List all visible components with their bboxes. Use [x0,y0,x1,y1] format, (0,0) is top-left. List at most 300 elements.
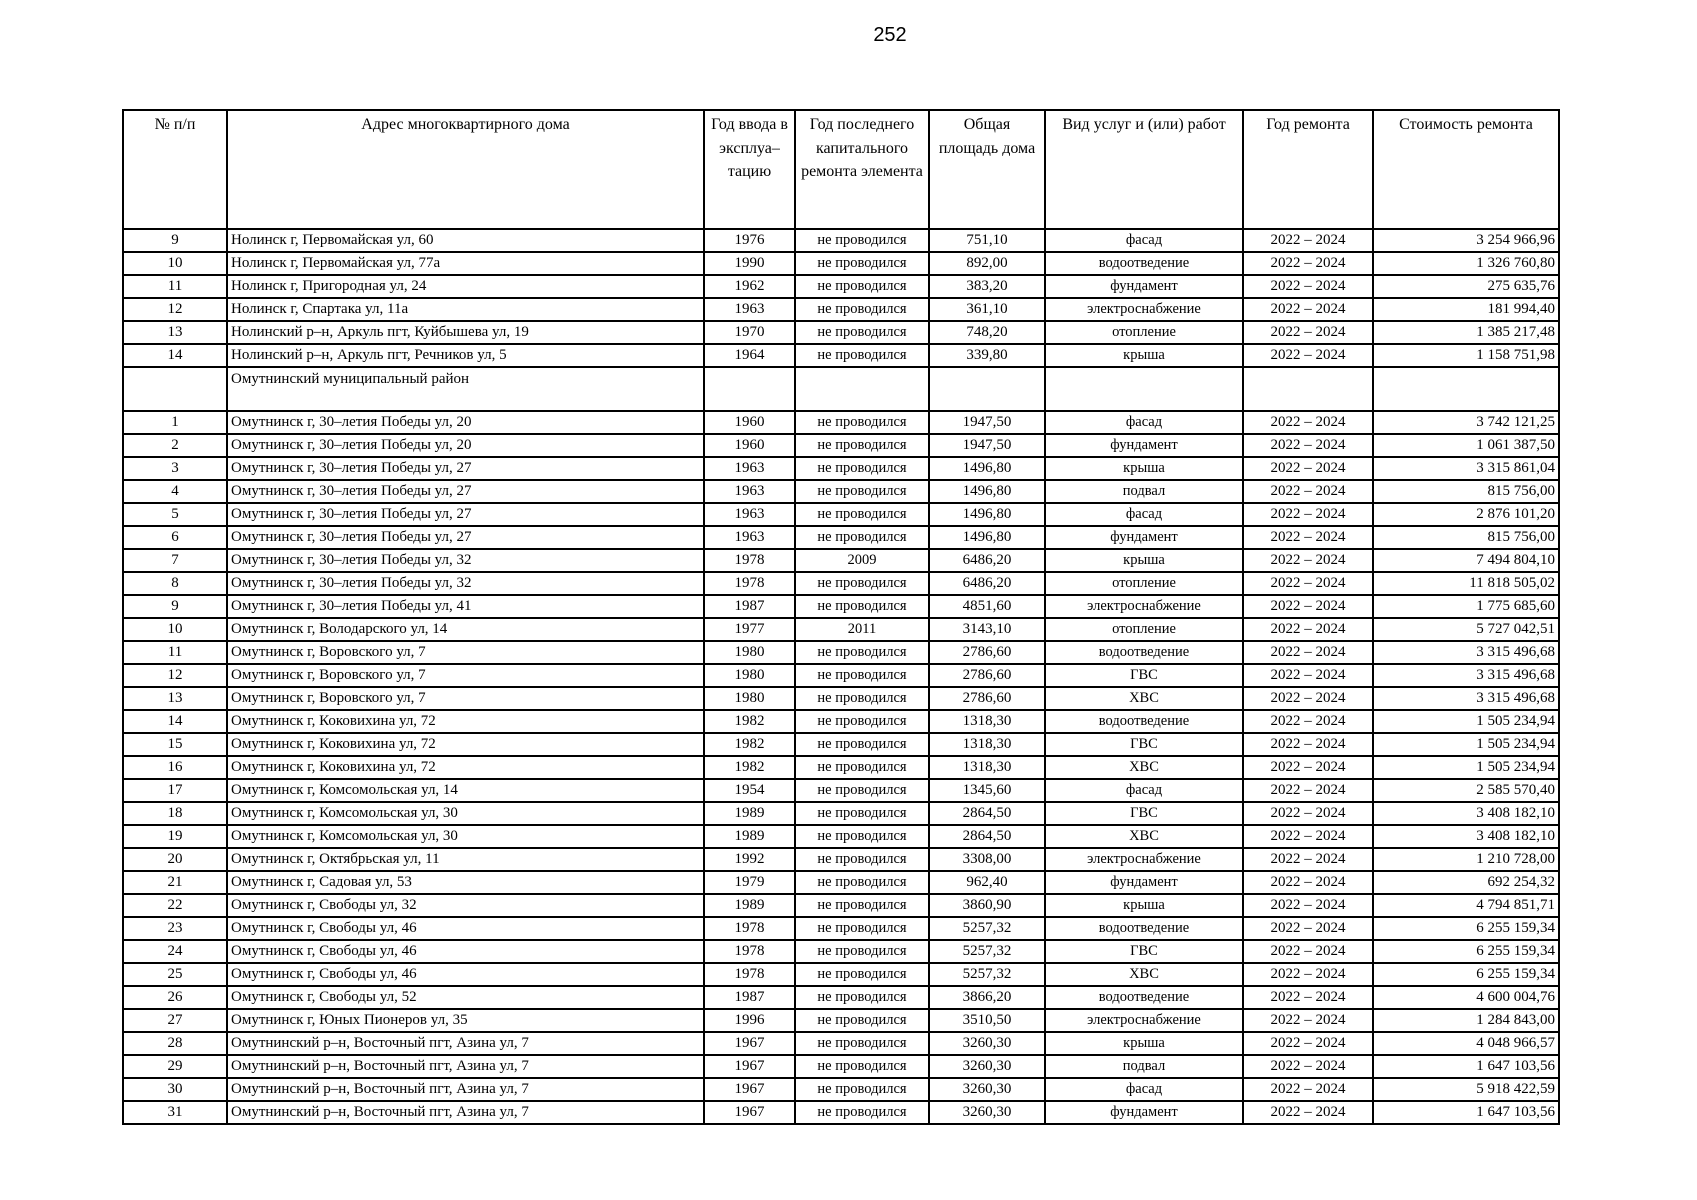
row-repair-year: 2022 – 2024 [1243,756,1373,779]
row-area: 2786,60 [929,664,1045,687]
row-num: 12 [123,664,227,687]
table-row [123,1055,1559,1078]
row-service: фасад [1045,779,1243,802]
row-year-built: 1980 [704,664,795,687]
table-row [123,457,1559,480]
row-num: 9 [123,595,227,618]
row-repair-year: 2022 – 2024 [1243,779,1373,802]
row-repair-year: 2022 – 2024 [1243,229,1373,252]
row-address: Омутнинск г, Комсомольская ул, 30 [227,802,704,825]
row-num: 2 [123,434,227,457]
row-area: 3260,30 [929,1055,1045,1078]
row-last-repair: не проводился [795,344,929,367]
table-row [123,572,1559,595]
row-address: Нолинск г, Первомайская ул, 60 [227,229,704,252]
row-year-built: 1989 [704,894,795,917]
row-cost: 3 408 182,10 [1373,825,1559,848]
row-address: Омутнинск г, Свободы ул, 32 [227,894,704,917]
row-last-repair: не проводился [795,457,929,480]
row-cost: 1 210 728,00 [1373,848,1559,871]
row-repair-year: 2022 – 2024 [1243,687,1373,710]
row-cost: 3 408 182,10 [1373,802,1559,825]
table-row [123,917,1559,940]
row-year-built: 1960 [704,411,795,434]
section-empty-cell [704,367,795,411]
row-area: 962,40 [929,871,1045,894]
row-service: крыша [1045,1032,1243,1055]
row-service: фундамент [1045,434,1243,457]
row-address: Омутнинский р–н, Восточный пгт, Азина ул, 7 [227,1055,704,1078]
row-service: электроснабжение [1045,1009,1243,1032]
row-service: водоотведение [1045,252,1243,275]
row-address: Нолинский р–н, Аркуль пгт, Речников ул, 5 [227,344,704,367]
row-year-built: 1990 [704,252,795,275]
row-area: 1318,30 [929,710,1045,733]
row-area: 4851,60 [929,595,1045,618]
row-address: Омутнинск г, Октябрьская ул, 11 [227,848,704,871]
row-last-repair: 2009 [795,549,929,572]
row-address: Омутнинск г, Коковихина ул, 72 [227,710,704,733]
row-service: крыша [1045,894,1243,917]
row-num: 27 [123,1009,227,1032]
row-num: 23 [123,917,227,940]
row-last-repair: не проводился [795,411,929,434]
row-year-built: 1978 [704,917,795,940]
row-num: 14 [123,710,227,733]
row-address: Омутнинск г, Коковихина ул, 72 [227,756,704,779]
repair-table [122,109,1560,1125]
row-address: Омутнинск г, 30–летия Победы ул, 20 [227,434,704,457]
row-num: 25 [123,963,227,986]
row-cost: 2 876 101,20 [1373,503,1559,526]
row-address: Омутнинск г, Юных Пионеров ул, 35 [227,1009,704,1032]
row-service: крыша [1045,549,1243,572]
table-row [123,618,1559,641]
row-year-built: 1963 [704,457,795,480]
row-repair-year: 2022 – 2024 [1243,252,1373,275]
row-repair-year: 2022 – 2024 [1243,595,1373,618]
table-header-row [123,110,1559,229]
row-address: Омутнинск г, Воровского ул, 7 [227,687,704,710]
row-repair-year: 2022 – 2024 [1243,664,1373,687]
row-cost: 5 727 042,51 [1373,618,1559,641]
row-last-repair: не проводился [795,321,929,344]
row-address: Омутнинский р–н, Восточный пгт, Азина ул, 7 [227,1101,704,1124]
table-row [123,779,1559,802]
table-row [123,710,1559,733]
row-service: ХВС [1045,756,1243,779]
row-address: Омутнинск г, 30–летия Победы ул, 27 [227,457,704,480]
row-cost: 815 756,00 [1373,526,1559,549]
row-repair-year: 2022 – 2024 [1243,275,1373,298]
row-year-built: 1996 [704,1009,795,1032]
row-cost: 1 158 751,98 [1373,344,1559,367]
row-last-repair: не проводился [795,940,929,963]
row-service: фасад [1045,1078,1243,1101]
row-area: 5257,32 [929,963,1045,986]
table-row [123,756,1559,779]
row-area: 2786,60 [929,687,1045,710]
row-year-built: 1963 [704,480,795,503]
row-address: Омутнинский р–н, Восточный пгт, Азина ул, 7 [227,1032,704,1055]
table-row [123,480,1559,503]
row-last-repair: не проводился [795,986,929,1009]
row-cost: 1 647 103,56 [1373,1101,1559,1124]
row-year-built: 1963 [704,298,795,321]
header-last-repair: Год последнего капитального ремонта элемента [795,110,929,229]
section-empty-cell [929,367,1045,411]
row-last-repair: не проводился [795,756,929,779]
row-area: 1947,50 [929,434,1045,457]
table-row [123,411,1559,434]
row-num: 13 [123,687,227,710]
row-repair-year: 2022 – 2024 [1243,963,1373,986]
row-cost: 275 635,76 [1373,275,1559,298]
row-area: 2786,60 [929,641,1045,664]
row-service: ХВС [1045,825,1243,848]
table-row [123,733,1559,756]
row-area: 1496,80 [929,457,1045,480]
row-num: 30 [123,1078,227,1101]
row-address: Омутнинск г, Коковихина ул, 72 [227,733,704,756]
row-service: отопление [1045,572,1243,595]
row-year-built: 1967 [704,1078,795,1101]
row-address: Омутнинск г, Воровского ул, 7 [227,664,704,687]
row-year-built: 1989 [704,825,795,848]
table-row [123,344,1559,367]
row-repair-year: 2022 – 2024 [1243,1009,1373,1032]
row-last-repair: не проводился [795,434,929,457]
row-cost: 3 315 496,68 [1373,641,1559,664]
row-area: 1496,80 [929,503,1045,526]
row-service: крыша [1045,457,1243,480]
row-last-repair: не проводился [795,687,929,710]
page-number: 252 [873,24,907,46]
row-repair-year: 2022 – 2024 [1243,641,1373,664]
table-row [123,848,1559,871]
row-cost: 6 255 159,34 [1373,917,1559,940]
row-area: 1947,50 [929,411,1045,434]
row-cost: 5 918 422,59 [1373,1078,1559,1101]
row-area: 3510,50 [929,1009,1045,1032]
table-row [123,434,1559,457]
row-service: подвал [1045,480,1243,503]
row-cost: 815 756,00 [1373,480,1559,503]
row-year-built: 1980 [704,687,795,710]
row-area: 3260,30 [929,1032,1045,1055]
row-cost: 3 254 966,96 [1373,229,1559,252]
row-num: 22 [123,894,227,917]
row-num: 10 [123,252,227,275]
row-year-built: 1954 [704,779,795,802]
row-cost: 1 505 234,94 [1373,756,1559,779]
row-year-built: 1967 [704,1032,795,1055]
row-repair-year: 2022 – 2024 [1243,710,1373,733]
table-row [123,687,1559,710]
row-area: 5257,32 [929,940,1045,963]
table-row [123,641,1559,664]
row-area: 748,20 [929,321,1045,344]
row-repair-year: 2022 – 2024 [1243,917,1373,940]
row-repair-year: 2022 – 2024 [1243,618,1373,641]
row-cost: 4 048 966,57 [1373,1032,1559,1055]
table-row [123,802,1559,825]
row-num: 31 [123,1101,227,1124]
row-num: 3 [123,457,227,480]
row-service: ХВС [1045,963,1243,986]
row-cost: 692 254,32 [1373,871,1559,894]
row-num: 15 [123,733,227,756]
row-num: 11 [123,275,227,298]
section-empty-cell [1243,367,1373,411]
row-last-repair: не проводился [795,526,929,549]
header-address: Адрес многоквартирного дома [227,110,704,229]
row-service: электроснабжение [1045,848,1243,871]
row-repair-year: 2022 – 2024 [1243,871,1373,894]
row-area: 3860,90 [929,894,1045,917]
table-row [123,825,1559,848]
row-last-repair: не проводился [795,1101,929,1124]
row-service: ГВС [1045,664,1243,687]
table-row [123,1101,1559,1124]
row-service: фундамент [1045,871,1243,894]
row-service: водоотведение [1045,710,1243,733]
row-area: 892,00 [929,252,1045,275]
table-row [123,526,1559,549]
row-year-built: 1960 [704,434,795,457]
row-area: 2864,50 [929,802,1045,825]
row-last-repair: не проводился [795,229,929,252]
row-year-built: 1978 [704,572,795,595]
row-address: Нолинск г, Спартака ул, 11а [227,298,704,321]
row-cost: 3 315 496,68 [1373,664,1559,687]
row-cost: 4 600 004,76 [1373,986,1559,1009]
row-repair-year: 2022 – 2024 [1243,434,1373,457]
row-repair-year: 2022 – 2024 [1243,344,1373,367]
row-last-repair: не проводился [795,298,929,321]
row-service: фундамент [1045,275,1243,298]
row-last-repair: не проводился [795,252,929,275]
row-area: 3260,30 [929,1101,1045,1124]
row-service: электроснабжение [1045,595,1243,618]
row-repair-year: 2022 – 2024 [1243,526,1373,549]
table-row [123,321,1559,344]
row-repair-year: 2022 – 2024 [1243,894,1373,917]
row-area: 1318,30 [929,733,1045,756]
row-area: 3143,10 [929,618,1045,641]
table-body-nolinsk [123,229,1559,367]
section-title: Омутнинский муниципальный район [227,367,704,411]
row-address: Омутнинск г, 30–летия Победы ул, 27 [227,526,704,549]
row-last-repair: не проводился [795,480,929,503]
row-num: 21 [123,871,227,894]
row-year-built: 1963 [704,503,795,526]
row-repair-year: 2022 – 2024 [1243,1101,1373,1124]
row-service: электроснабжение [1045,298,1243,321]
row-cost: 1 647 103,56 [1373,1055,1559,1078]
table-row [123,986,1559,1009]
row-year-built: 1982 [704,710,795,733]
row-address: Омутнинск г, Свободы ул, 46 [227,963,704,986]
header-num: № п/п [123,110,227,229]
row-num: 26 [123,986,227,1009]
row-address: Омутнинск г, 30–летия Победы ул, 20 [227,411,704,434]
row-year-built: 1987 [704,595,795,618]
row-num: 9 [123,229,227,252]
row-year-built: 1967 [704,1055,795,1078]
row-service: фундамент [1045,526,1243,549]
table-row [123,871,1559,894]
table-body-omutninsk [123,411,1559,1124]
row-last-repair: не проводился [795,664,929,687]
row-area: 6486,20 [929,549,1045,572]
table-row [123,664,1559,687]
row-area: 1345,60 [929,779,1045,802]
row-repair-year: 2022 – 2024 [1243,503,1373,526]
row-year-built: 1978 [704,549,795,572]
row-num: 18 [123,802,227,825]
row-num: 6 [123,526,227,549]
row-year-built: 1979 [704,871,795,894]
header-year-built: Год ввода в эксплуа–тацию [704,110,795,229]
row-address: Омутнинск г, Свободы ул, 46 [227,917,704,940]
row-cost: 1 775 685,60 [1373,595,1559,618]
row-service: фасад [1045,411,1243,434]
row-num: 17 [123,779,227,802]
row-repair-year: 2022 – 2024 [1243,1032,1373,1055]
table-row [123,252,1559,275]
table-row [123,229,1559,252]
row-address: Омутнинск г, Свободы ул, 52 [227,986,704,1009]
row-area: 1496,80 [929,526,1045,549]
row-repair-year: 2022 – 2024 [1243,480,1373,503]
row-num: 20 [123,848,227,871]
row-repair-year: 2022 – 2024 [1243,1078,1373,1101]
header-area: Общая площадь дома [929,110,1045,229]
row-cost: 3 742 121,25 [1373,411,1559,434]
row-area: 3308,00 [929,848,1045,871]
row-last-repair: не проводился [795,275,929,298]
row-last-repair: 2011 [795,618,929,641]
row-service: ГВС [1045,733,1243,756]
row-address: Омутнинск г, Воровского ул, 7 [227,641,704,664]
table-row [123,963,1559,986]
row-num: 24 [123,940,227,963]
row-last-repair: не проводился [795,1055,929,1078]
row-area: 383,20 [929,275,1045,298]
row-cost: 6 255 159,34 [1373,940,1559,963]
row-year-built: 1980 [704,641,795,664]
row-repair-year: 2022 – 2024 [1243,298,1373,321]
row-num: 12 [123,298,227,321]
table-row [123,503,1559,526]
row-cost: 2 585 570,40 [1373,779,1559,802]
row-num: 16 [123,756,227,779]
row-num: 5 [123,503,227,526]
row-repair-year: 2022 – 2024 [1243,802,1373,825]
row-num: 4 [123,480,227,503]
section-omutninsk [123,367,1559,411]
row-year-built: 1978 [704,963,795,986]
row-year-built: 1982 [704,756,795,779]
row-year-built: 1977 [704,618,795,641]
row-address: Омутнинск г, 30–летия Победы ул, 27 [227,480,704,503]
row-num: 11 [123,641,227,664]
row-address: Омутнинский р–н, Восточный пгт, Азина ул, 7 [227,1078,704,1101]
row-service: крыша [1045,344,1243,367]
row-num: 29 [123,1055,227,1078]
row-cost: 3 315 496,68 [1373,687,1559,710]
row-cost: 7 494 804,10 [1373,549,1559,572]
row-last-repair: не проводился [795,595,929,618]
table-row [123,298,1559,321]
table-row [123,894,1559,917]
table-row [123,549,1559,572]
row-address: Омутнинск г, 30–летия Победы ул, 32 [227,549,704,572]
section-row [123,367,1559,411]
row-cost: 1 505 234,94 [1373,733,1559,756]
row-address: Омутнинск г, Садовая ул, 53 [227,871,704,894]
row-address: Омутнинск г, Комсомольская ул, 30 [227,825,704,848]
table-row [123,1009,1559,1032]
table-row [123,595,1559,618]
row-area: 361,10 [929,298,1045,321]
row-last-repair: не проводился [795,1032,929,1055]
row-address: Омутнинск г, Комсомольская ул, 14 [227,779,704,802]
row-cost: 1 061 387,50 [1373,434,1559,457]
row-year-built: 1992 [704,848,795,871]
row-year-built: 1963 [704,526,795,549]
row-address: Нолинск г, Первомайская ул, 77а [227,252,704,275]
row-year-built: 1970 [704,321,795,344]
row-area: 1496,80 [929,480,1045,503]
section-empty-cell [795,367,929,411]
row-cost: 1 385 217,48 [1373,321,1559,344]
row-last-repair: не проводился [795,733,929,756]
row-last-repair: не проводился [795,779,929,802]
row-cost: 3 315 861,04 [1373,457,1559,480]
row-service: водоотведение [1045,986,1243,1009]
row-repair-year: 2022 – 2024 [1243,457,1373,480]
row-address: Нолинск г, Пригородная ул, 24 [227,275,704,298]
row-year-built: 1978 [704,940,795,963]
row-address: Нолинский р–н, Аркуль пгт, Куйбышева ул, 19 [227,321,704,344]
row-last-repair: не проводился [795,641,929,664]
row-year-built: 1964 [704,344,795,367]
row-area: 3866,20 [929,986,1045,1009]
row-last-repair: не проводился [795,825,929,848]
row-repair-year: 2022 – 2024 [1243,572,1373,595]
header-service: Вид услуг и (или) работ [1045,110,1243,229]
row-num: 7 [123,549,227,572]
table-row [123,1032,1559,1055]
row-last-repair: не проводился [795,1078,929,1101]
row-area: 3260,30 [929,1078,1045,1101]
row-area: 751,10 [929,229,1045,252]
section-num-cell [123,367,227,411]
row-cost: 1 284 843,00 [1373,1009,1559,1032]
row-repair-year: 2022 – 2024 [1243,1055,1373,1078]
row-service: водоотведение [1045,917,1243,940]
row-address: Омутнинск г, 30–летия Победы ул, 27 [227,503,704,526]
row-repair-year: 2022 – 2024 [1243,825,1373,848]
row-address: Омутнинск г, Свободы ул, 46 [227,940,704,963]
row-num: 13 [123,321,227,344]
row-repair-year: 2022 – 2024 [1243,549,1373,572]
row-cost: 6 255 159,34 [1373,963,1559,986]
row-year-built: 1962 [704,275,795,298]
row-num: 8 [123,572,227,595]
